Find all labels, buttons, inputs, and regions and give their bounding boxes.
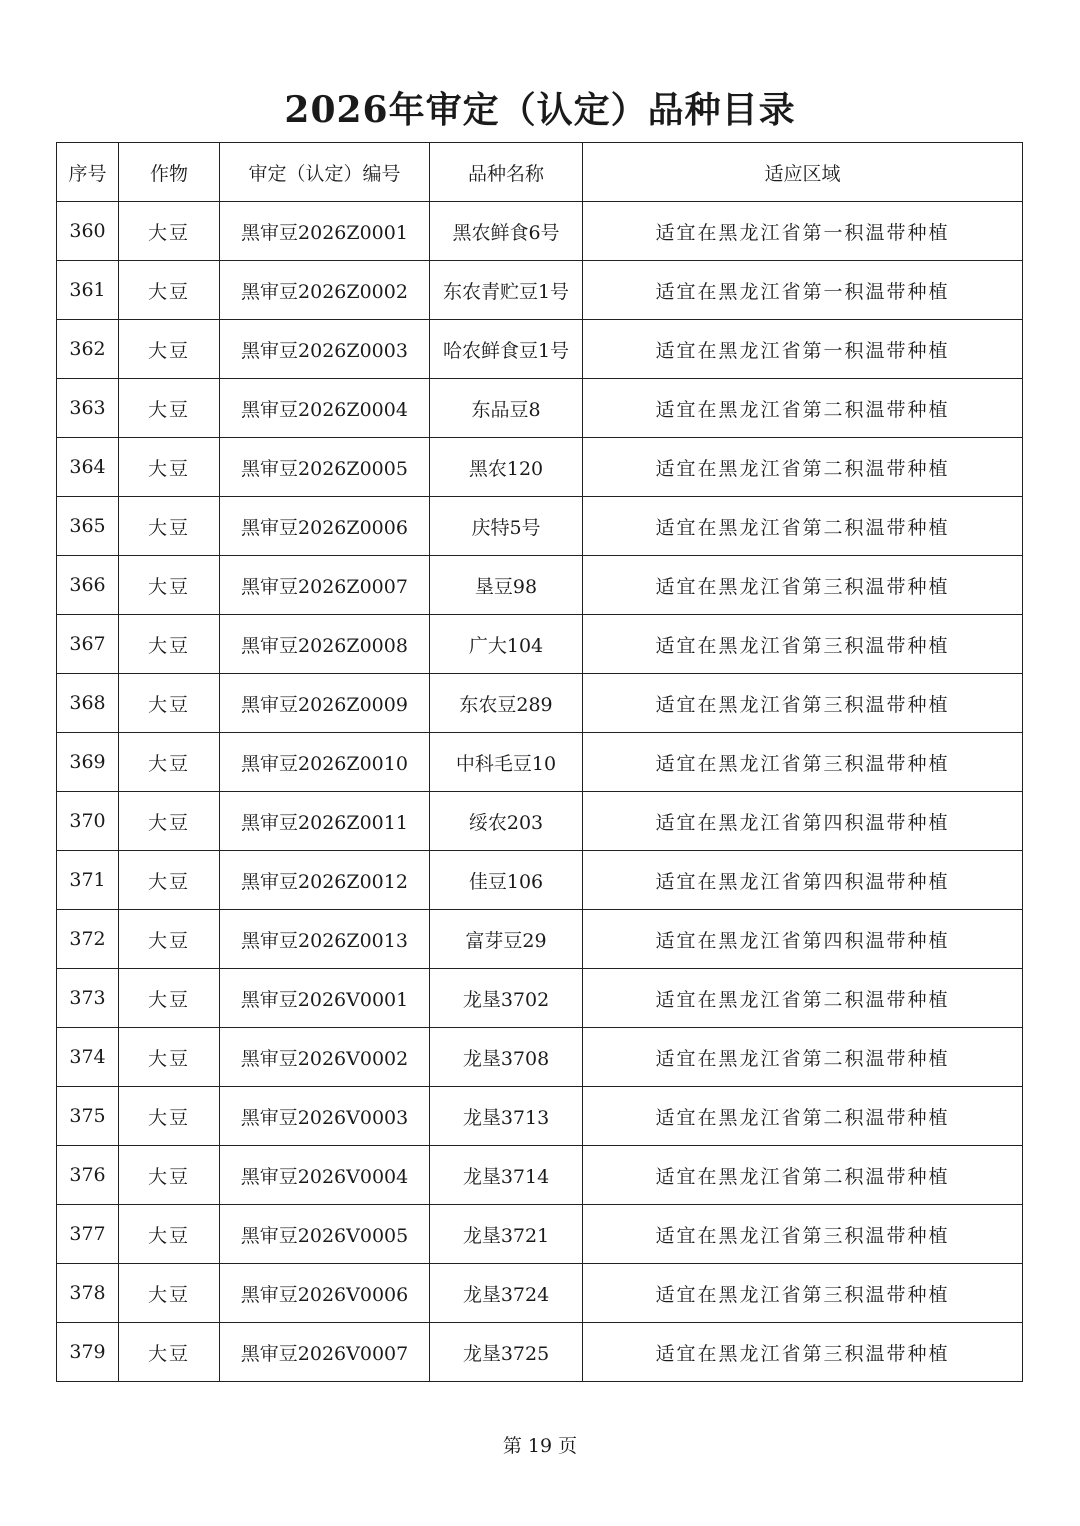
variety-name-cell: 广大104 bbox=[430, 615, 583, 674]
approval-number-cell: 黑审豆2026Z0008 bbox=[220, 615, 430, 674]
serial-cell: 361 bbox=[57, 261, 119, 320]
variety-name-cell: 龙垦3714 bbox=[430, 1146, 583, 1205]
region-cell: 适宜在黑龙江省第四积温带种植 bbox=[583, 851, 1023, 910]
region-cell: 适宜在黑龙江省第一积温带种植 bbox=[583, 320, 1023, 379]
variety-name-cell: 富芽豆29 bbox=[430, 910, 583, 969]
table-row bbox=[57, 1205, 1023, 1264]
crop-cell: 大豆 bbox=[119, 615, 220, 674]
crop-cell: 大豆 bbox=[119, 202, 220, 261]
variety-name-cell: 中科毛豆10 bbox=[430, 733, 583, 792]
crop-cell: 大豆 bbox=[119, 556, 220, 615]
column-header-serial: 序号 bbox=[57, 143, 119, 202]
region-cell: 适宜在黑龙江省第二积温带种植 bbox=[583, 1146, 1023, 1205]
approval-number-cell: 黑审豆2026V0004 bbox=[220, 1146, 430, 1205]
serial-cell: 379 bbox=[57, 1323, 119, 1382]
approval-number-cell: 黑审豆2026Z0005 bbox=[220, 438, 430, 497]
region-cell: 适宜在黑龙江省第三积温带种植 bbox=[583, 674, 1023, 733]
region-cell: 适宜在黑龙江省第三积温带种植 bbox=[583, 615, 1023, 674]
table-row bbox=[57, 792, 1023, 851]
crop-cell: 大豆 bbox=[119, 1264, 220, 1323]
table-row bbox=[57, 851, 1023, 910]
region-cell: 适宜在黑龙江省第二积温带种植 bbox=[583, 438, 1023, 497]
approval-number-cell: 黑审豆2026Z0006 bbox=[220, 497, 430, 556]
region-cell: 适宜在黑龙江省第四积温带种植 bbox=[583, 792, 1023, 851]
crop-cell: 大豆 bbox=[119, 1205, 220, 1264]
serial-cell: 371 bbox=[57, 851, 119, 910]
table-row bbox=[57, 1264, 1023, 1323]
region-cell: 适宜在黑龙江省第二积温带种植 bbox=[583, 379, 1023, 438]
crop-cell: 大豆 bbox=[119, 1087, 220, 1146]
crop-cell: 大豆 bbox=[119, 438, 220, 497]
region-cell: 适宜在黑龙江省第一积温带种植 bbox=[583, 202, 1023, 261]
table-row bbox=[57, 1087, 1023, 1146]
approval-number-cell: 黑审豆2026V0006 bbox=[220, 1264, 430, 1323]
variety-name-cell: 佳豆106 bbox=[430, 851, 583, 910]
serial-cell: 374 bbox=[57, 1028, 119, 1087]
variety-name-cell: 哈农鲜食豆1号 bbox=[430, 320, 583, 379]
approval-number-cell: 黑审豆2026Z0009 bbox=[220, 674, 430, 733]
variety-name-cell: 东品豆8 bbox=[430, 379, 583, 438]
serial-cell: 372 bbox=[57, 910, 119, 969]
table-row bbox=[57, 674, 1023, 733]
serial-cell: 360 bbox=[57, 202, 119, 261]
table-row bbox=[57, 556, 1023, 615]
serial-cell: 368 bbox=[57, 674, 119, 733]
approval-number-cell: 黑审豆2026Z0010 bbox=[220, 733, 430, 792]
variety-name-cell: 东农青贮豆1号 bbox=[430, 261, 583, 320]
variety-name-cell: 龙垦3721 bbox=[430, 1205, 583, 1264]
approval-number-cell: 黑审豆2026Z0004 bbox=[220, 379, 430, 438]
approval-number-cell: 黑审豆2026Z0012 bbox=[220, 851, 430, 910]
table-row bbox=[57, 379, 1023, 438]
crop-cell: 大豆 bbox=[119, 733, 220, 792]
column-header-region: 适应区域 bbox=[583, 143, 1023, 202]
region-cell: 适宜在黑龙江省第三积温带种植 bbox=[583, 1323, 1023, 1382]
serial-cell: 377 bbox=[57, 1205, 119, 1264]
table-header-row bbox=[57, 143, 1023, 202]
region-cell: 适宜在黑龙江省第二积温带种植 bbox=[583, 1087, 1023, 1146]
region-cell: 适宜在黑龙江省第三积温带种植 bbox=[583, 1205, 1023, 1264]
approval-number-cell: 黑审豆2026Z0002 bbox=[220, 261, 430, 320]
crop-cell: 大豆 bbox=[119, 792, 220, 851]
approval-number-cell: 黑审豆2026V0003 bbox=[220, 1087, 430, 1146]
column-header-approval-number: 审定（认定）编号 bbox=[220, 143, 430, 202]
table-row bbox=[57, 1028, 1023, 1087]
region-cell: 适宜在黑龙江省第二积温带种植 bbox=[583, 1028, 1023, 1087]
variety-name-cell: 龙垦3702 bbox=[430, 969, 583, 1028]
column-header-crop: 作物 bbox=[119, 143, 220, 202]
serial-cell: 373 bbox=[57, 969, 119, 1028]
approval-number-cell: 黑审豆2026Z0001 bbox=[220, 202, 430, 261]
approval-number-cell: 黑审豆2026Z0011 bbox=[220, 792, 430, 851]
approval-number-cell: 黑审豆2026V0001 bbox=[220, 969, 430, 1028]
variety-name-cell: 垦豆98 bbox=[430, 556, 583, 615]
table-row bbox=[57, 615, 1023, 674]
variety-name-cell: 庆特5号 bbox=[430, 497, 583, 556]
table-row bbox=[57, 969, 1023, 1028]
approval-number-cell: 黑审豆2026Z0003 bbox=[220, 320, 430, 379]
table-row bbox=[57, 438, 1023, 497]
serial-cell: 375 bbox=[57, 1087, 119, 1146]
region-cell: 适宜在黑龙江省第三积温带种植 bbox=[583, 556, 1023, 615]
variety-name-cell: 东农豆289 bbox=[430, 674, 583, 733]
page-number: 第 19 页 bbox=[502, 1435, 578, 1457]
variety-name-cell: 龙垦3713 bbox=[430, 1087, 583, 1146]
column-header-variety-name: 品种名称 bbox=[430, 143, 583, 202]
table-row bbox=[57, 261, 1023, 320]
approval-number-cell: 黑审豆2026Z0013 bbox=[220, 910, 430, 969]
serial-cell: 365 bbox=[57, 497, 119, 556]
region-cell: 适宜在黑龙江省第二积温带种植 bbox=[583, 969, 1023, 1028]
crop-cell: 大豆 bbox=[119, 1323, 220, 1382]
serial-cell: 369 bbox=[57, 733, 119, 792]
crop-cell: 大豆 bbox=[119, 320, 220, 379]
crop-cell: 大豆 bbox=[119, 379, 220, 438]
variety-catalog-table bbox=[56, 142, 1023, 1382]
approval-number-cell: 黑审豆2026V0005 bbox=[220, 1205, 430, 1264]
serial-cell: 366 bbox=[57, 556, 119, 615]
crop-cell: 大豆 bbox=[119, 1146, 220, 1205]
table-row bbox=[57, 733, 1023, 792]
serial-cell: 362 bbox=[57, 320, 119, 379]
table-row bbox=[57, 1323, 1023, 1382]
crop-cell: 大豆 bbox=[119, 497, 220, 556]
table-body bbox=[57, 202, 1023, 1382]
variety-name-cell: 龙垦3708 bbox=[430, 1028, 583, 1087]
table-row bbox=[57, 497, 1023, 556]
crop-cell: 大豆 bbox=[119, 1028, 220, 1087]
approval-number-cell: 黑审豆2026V0007 bbox=[220, 1323, 430, 1382]
serial-cell: 376 bbox=[57, 1146, 119, 1205]
crop-cell: 大豆 bbox=[119, 969, 220, 1028]
approval-number-cell: 黑审豆2026Z0007 bbox=[220, 556, 430, 615]
variety-name-cell: 龙垦3724 bbox=[430, 1264, 583, 1323]
crop-cell: 大豆 bbox=[119, 910, 220, 969]
approval-number-cell: 黑审豆2026V0002 bbox=[220, 1028, 430, 1087]
region-cell: 适宜在黑龙江省第二积温带种植 bbox=[583, 497, 1023, 556]
serial-cell: 378 bbox=[57, 1264, 119, 1323]
variety-name-cell: 黑农鲜食6号 bbox=[430, 202, 583, 261]
variety-name-cell: 绥农203 bbox=[430, 792, 583, 851]
region-cell: 适宜在黑龙江省第四积温带种植 bbox=[583, 910, 1023, 969]
crop-cell: 大豆 bbox=[119, 851, 220, 910]
serial-cell: 364 bbox=[57, 438, 119, 497]
table-row bbox=[57, 202, 1023, 261]
table-row bbox=[57, 320, 1023, 379]
region-cell: 适宜在黑龙江省第三积温带种植 bbox=[583, 1264, 1023, 1323]
table-row bbox=[57, 1146, 1023, 1205]
region-cell: 适宜在黑龙江省第一积温带种植 bbox=[583, 261, 1023, 320]
serial-cell: 363 bbox=[57, 379, 119, 438]
serial-cell: 367 bbox=[57, 615, 119, 674]
variety-name-cell: 黑农120 bbox=[430, 438, 583, 497]
table-row bbox=[57, 910, 1023, 969]
crop-cell: 大豆 bbox=[119, 261, 220, 320]
page-title: 2026年审定（认定）品种目录 bbox=[284, 89, 796, 131]
variety-name-cell: 龙垦3725 bbox=[430, 1323, 583, 1382]
region-cell: 适宜在黑龙江省第三积温带种植 bbox=[583, 733, 1023, 792]
serial-cell: 370 bbox=[57, 792, 119, 851]
crop-cell: 大豆 bbox=[119, 674, 220, 733]
